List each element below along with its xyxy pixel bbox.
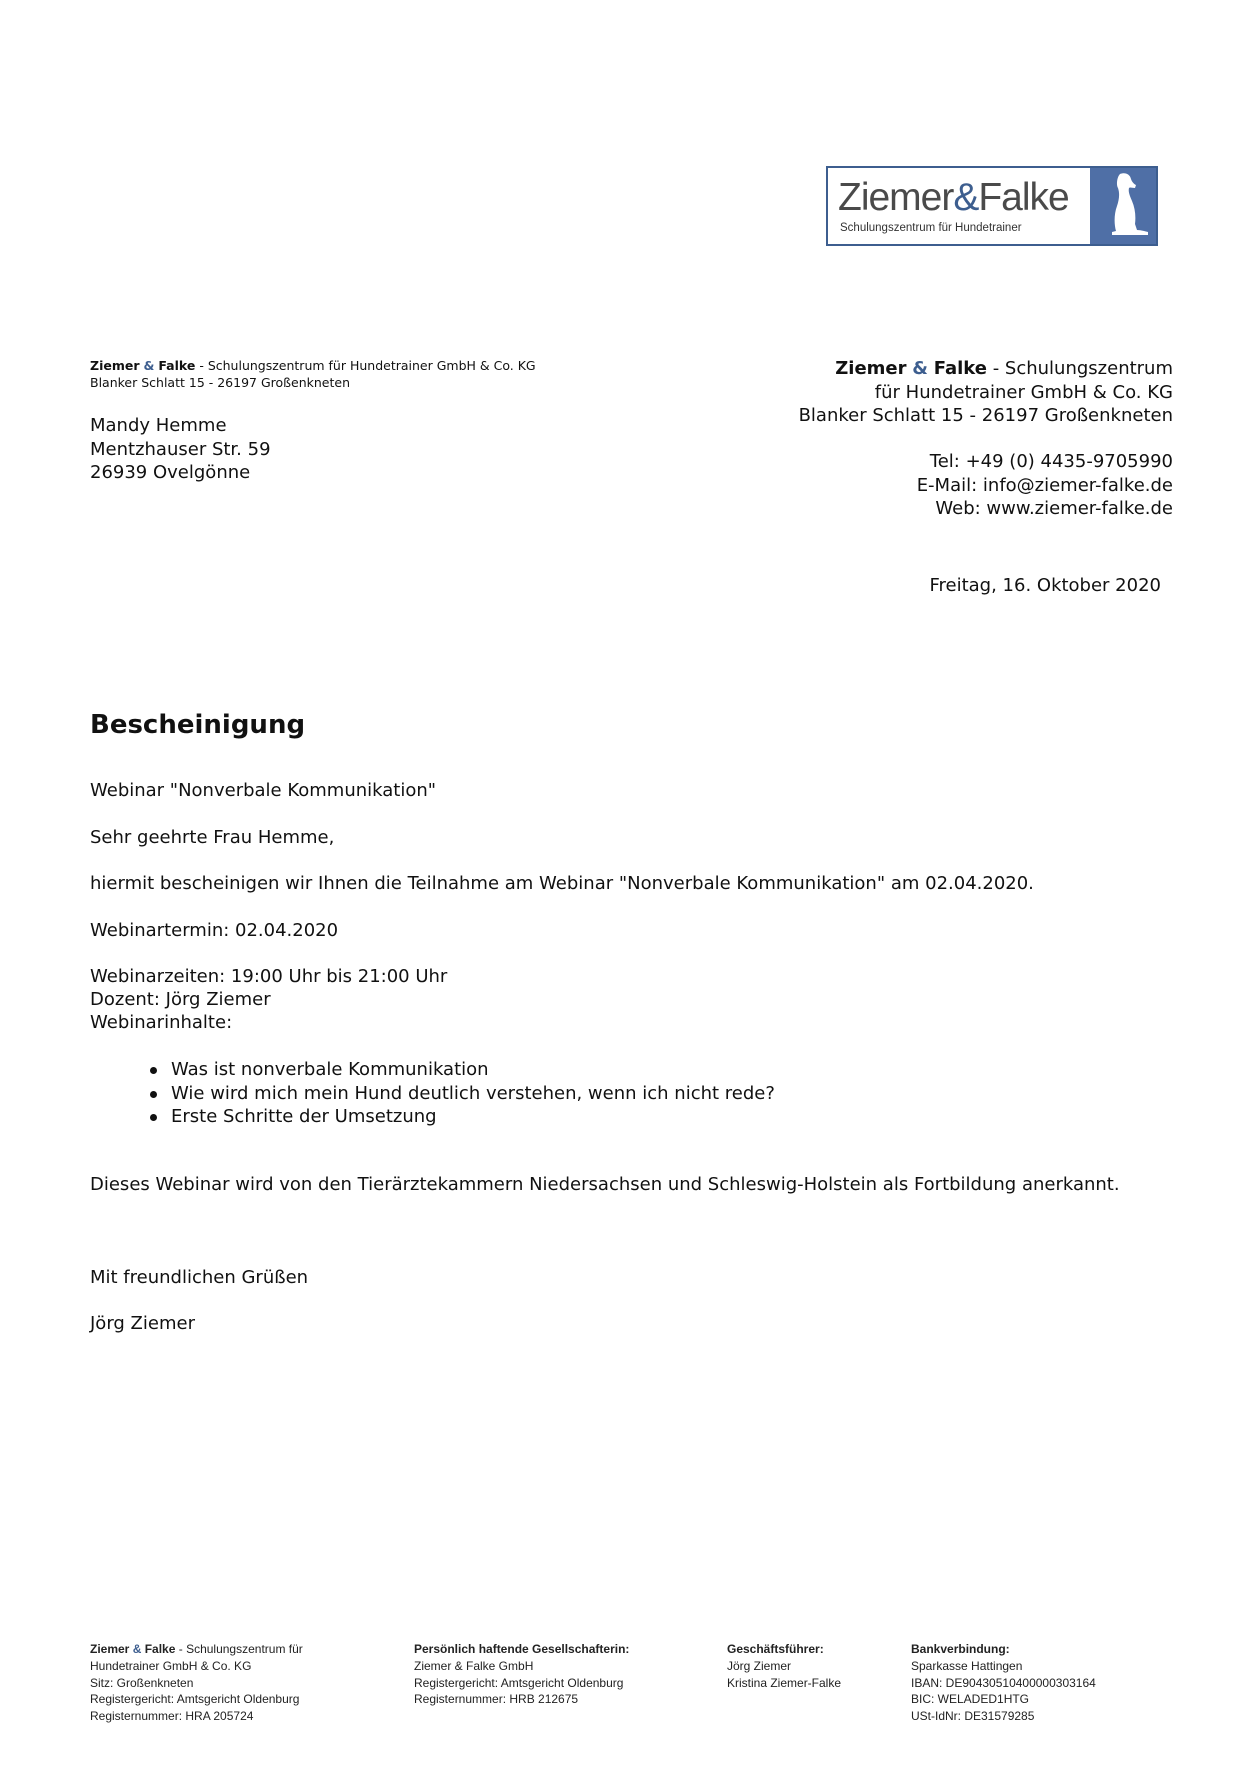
footer-brand-1: Ziemer: [90, 1642, 130, 1656]
footer-col3-line: Jörg Ziemer: [727, 1658, 792, 1673]
logo-subtitle: Schulungszentrum für Hundetrainer: [840, 222, 1022, 234]
contact-block: [917, 450, 1173, 521]
company-line1-rest: - Schulungszentrum: [986, 358, 1173, 379]
logo-wordmark: [838, 176, 1069, 220]
company-address-block: [799, 357, 1173, 428]
sender-line-2: Blanker Schlatt 15 - 26197 Großenkneten: [90, 375, 351, 390]
contact-website[interactable]: Web: www.ziemer-falke.de: [935, 498, 1173, 519]
contact-phone: Tel: +49 (0) 4435-9705990: [929, 451, 1173, 472]
letter-intro: hiermit bescheinigen wir Ihnen die Teilnahme am Webinar "Nonverbale Kommunikation" am 02.04.2020.: [90, 873, 1034, 894]
footer-col3-line: Kristina Ziemer-Falke: [727, 1675, 842, 1690]
webinar-times: Webinarzeiten: 19:00 Uhr bis 21:00 Uhr: [90, 966, 448, 987]
recipient-city: 26939 Ovelgönne: [90, 462, 251, 483]
footer-col4-heading: Bankverbindung:: [911, 1642, 1010, 1656]
footer-amp: &: [132, 1642, 142, 1656]
footer-col4-line: USt-IdNr: DE31579285: [911, 1709, 1035, 1724]
footer-brand-2: Falke: [144, 1642, 176, 1656]
company-line-3: Blanker Schlatt 15 - 26197 Großenkneten: [798, 405, 1173, 426]
footer-col1-line: Sitz: Großenkneten: [90, 1675, 194, 1690]
company-line-1: [799, 357, 1173, 381]
dog-silhouette-icon: [1090, 168, 1156, 244]
sender-return-address: [90, 357, 536, 391]
letter-subject: Webinar "Nonverbale Kommunikation": [90, 780, 437, 801]
recipient-name: Mandy Hemme: [90, 415, 227, 436]
webinar-date: Webinartermin: 02.04.2020: [90, 920, 339, 941]
webinar-lecturer: Dozent: Jörg Ziemer: [90, 989, 271, 1010]
footer-col1-line: Registergericht: Amtsgericht Oldenburg: [90, 1692, 300, 1707]
document-title: Bescheinigung: [90, 710, 306, 740]
letter-closing: Mit freundlichen Grüßen: [90, 1267, 309, 1288]
recipient-address: [90, 414, 271, 485]
company-logo: [826, 166, 1158, 246]
footer-col2-line: Registergericht: Amtsgericht Oldenburg: [414, 1675, 624, 1690]
footer-company-col: [90, 1641, 303, 1725]
list-item: Erste Schritte der Umsetzung: [150, 1105, 775, 1129]
letter-signature: Jörg Ziemer: [90, 1313, 195, 1334]
company-line-2: für Hundetrainer GmbH & Co. KG: [874, 381, 1173, 403]
list-item: Wie wird mich mein Hund deutlich verstehen, wenn ich nicht rede?: [150, 1082, 775, 1106]
company-brand-1: Ziemer: [835, 358, 907, 379]
footer-col3-heading: Geschäftsführer:: [727, 1642, 824, 1656]
sender-rest: - Schulungszentrum für Hundetrainer GmbH & Co. KG: [195, 358, 536, 373]
contact-email[interactable]: E-Mail: info@ziemer-falke.de: [916, 474, 1173, 496]
letter-date: Freitag, 16. Oktober 2020: [929, 575, 1161, 596]
footer-col1-rest: - Schulungszentrum für: [175, 1642, 303, 1656]
list-item: Was ist nonverbale Kommunikation: [150, 1058, 775, 1082]
footer-col4-line: IBAN: DE90430510400000303164: [911, 1675, 1096, 1690]
letter-salutation: Sehr geehrte Frau Hemme,: [90, 827, 335, 848]
logo-name-part2: Falke: [978, 176, 1069, 219]
webinar-contents-label: Webinarinhalte:: [90, 1012, 233, 1033]
footer-col1-line: Registernummer: HRA 205724: [90, 1709, 254, 1724]
footer-bank-col: [911, 1641, 1096, 1725]
logo-dog-panel: [1090, 168, 1156, 244]
footer-col1-heading: [90, 1641, 303, 1658]
sender-amp: &: [143, 358, 155, 373]
logo-name-part1: Ziemer: [838, 176, 954, 219]
logo-text-area: [828, 168, 1090, 244]
footer-col1-line: Hundetrainer GmbH & Co. KG: [90, 1658, 252, 1673]
webinar-contents-list: [150, 1058, 775, 1129]
footer-col4-line: BIC: WELADED1HTG: [911, 1692, 1030, 1707]
footer-col2-heading: Persönlich haftende Gesellschafterin:: [414, 1642, 630, 1656]
recognition-statement: Dieses Webinar wird von den Tierärztekammern Niedersachsen und Schleswig-Holstein als Fortbildung anerkannt.: [90, 1174, 1120, 1195]
logo-ampersand: &: [953, 176, 979, 219]
footer-col2-line: Ziemer & Falke GmbH: [414, 1658, 534, 1673]
recipient-street: Mentzhauser Str. 59: [90, 438, 271, 460]
sender-brand-2: Falke: [158, 358, 196, 373]
sender-brand-1: Ziemer: [90, 358, 140, 373]
footer-col2-line: Registernummer: HRB 212675: [414, 1692, 579, 1707]
footer-col4-line: Sparkasse Hattingen: [911, 1658, 1023, 1673]
company-brand-2: Falke: [933, 358, 987, 379]
footer-management-col: [727, 1641, 841, 1691]
sender-line-1: [90, 357, 536, 374]
footer-partner-col: [414, 1641, 629, 1708]
company-amp: &: [912, 358, 928, 379]
